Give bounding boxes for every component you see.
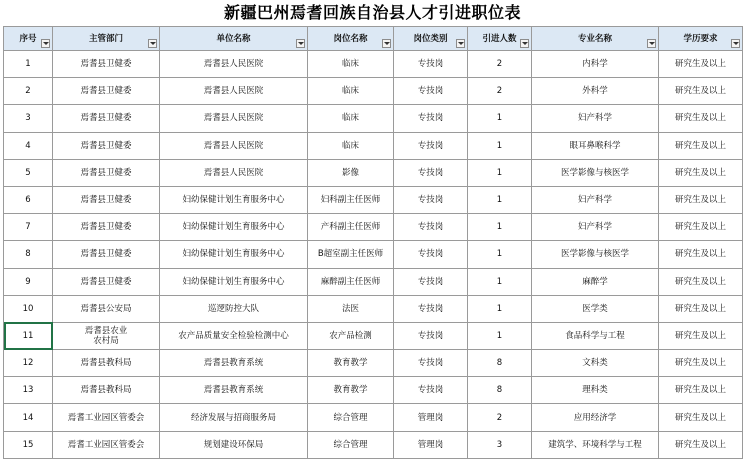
header-row [4, 27, 743, 51]
cell-unit[interactable]: 焉耆县人民医院 [160, 159, 308, 186]
cell-major[interactable]: 理科类 [532, 377, 659, 404]
table-row [4, 268, 743, 295]
cell-position[interactable]: 麻醉副主任医师 [308, 268, 394, 295]
header-cell-department: 主管部门 [53, 27, 160, 51]
cell-education[interactable]: 研究生及以上 [659, 186, 743, 213]
cell-category[interactable]: 专技岗 [394, 186, 468, 213]
cell-index[interactable]: 12 [4, 350, 53, 377]
cell-unit[interactable]: 妇幼保健计划生育服务中心 [160, 186, 308, 213]
cell-department[interactable]: 焉耆县教科局 [53, 377, 160, 404]
cell-department[interactable]: 焉耆县卫健委 [53, 186, 160, 213]
cell-major[interactable]: 应用经济学 [532, 404, 659, 431]
cell-category[interactable]: 专技岗 [394, 350, 468, 377]
cell-position[interactable]: 产科副主任医师 [308, 214, 394, 241]
cell-department[interactable]: 焉耆县公安局 [53, 295, 160, 322]
cell-index[interactable]: 10 [4, 295, 53, 322]
cell-category[interactable]: 专技岗 [394, 132, 468, 159]
table-row [4, 377, 743, 404]
cell-education[interactable]: 研究生及以上 [659, 431, 743, 458]
cell-education[interactable]: 研究生及以上 [659, 377, 743, 404]
filter-dropdown-icon[interactable] [731, 39, 740, 48]
cell-major[interactable]: 食品科学与工程 [532, 322, 659, 349]
cell-count[interactable]: 1 [468, 322, 532, 349]
cell-department[interactable]: 焉耆县卫健委 [53, 214, 160, 241]
table-row [4, 51, 743, 78]
cell-position[interactable]: 妇科副主任医师 [308, 186, 394, 213]
table-row [4, 214, 743, 241]
cell-position[interactable]: 临床 [308, 78, 394, 105]
cell-position[interactable]: 教育教学 [308, 350, 394, 377]
cell-index[interactable]: 15 [4, 431, 53, 458]
cell-count[interactable]: 1 [468, 268, 532, 295]
cell-education[interactable]: 研究生及以上 [659, 51, 743, 78]
cell-position[interactable]: 影像 [308, 159, 394, 186]
cell-unit[interactable]: 妇幼保健计划生育服务中心 [160, 268, 308, 295]
cell-position[interactable]: 临床 [308, 105, 394, 132]
cell-count[interactable]: 8 [468, 350, 532, 377]
cell-position[interactable]: B超室副主任医师 [308, 241, 394, 268]
cell-category[interactable]: 专技岗 [394, 51, 468, 78]
cell-category[interactable]: 专技岗 [394, 322, 468, 349]
cell-category[interactable]: 专技岗 [394, 295, 468, 322]
cell-major[interactable]: 医学类 [532, 295, 659, 322]
cell-major[interactable]: 妇产科学 [532, 186, 659, 213]
position-table [3, 26, 743, 459]
cell-department[interactable]: 焉耆县卫健委 [53, 132, 160, 159]
header-cell-position: 岗位名称 [308, 27, 394, 51]
cell-department[interactable]: 焉耆工业园区管委会 [53, 431, 160, 458]
cell-major[interactable]: 外科学 [532, 78, 659, 105]
cell-position[interactable]: 农产品检测 [308, 322, 394, 349]
cell-position[interactable]: 临床 [308, 51, 394, 78]
table-row [4, 431, 743, 458]
cell-unit[interactable]: 巡逻防控大队 [160, 295, 308, 322]
cell-unit[interactable]: 焉耆县人民医院 [160, 105, 308, 132]
cell-count[interactable]: 2 [468, 78, 532, 105]
table-row [4, 404, 743, 431]
filter-dropdown-icon[interactable] [647, 39, 656, 48]
cell-index[interactable]: 2 [4, 78, 53, 105]
table-row [4, 159, 743, 186]
cell-count[interactable]: 8 [468, 377, 532, 404]
cell-category[interactable]: 专技岗 [394, 159, 468, 186]
cell-index[interactable]: 8 [4, 241, 53, 268]
table-row [4, 132, 743, 159]
cell-index[interactable]: 9 [4, 268, 53, 295]
filter-dropdown-icon[interactable] [296, 39, 305, 48]
cell-category[interactable]: 管理岗 [394, 431, 468, 458]
cell-count[interactable]: 1 [468, 214, 532, 241]
cell-count[interactable]: 1 [468, 159, 532, 186]
cell-education[interactable]: 研究生及以上 [659, 159, 743, 186]
table-row [4, 186, 743, 213]
cell-major[interactable]: 麻醉学 [532, 268, 659, 295]
table-row [4, 350, 743, 377]
cell-index[interactable]: 11 [4, 322, 53, 349]
cell-index[interactable]: 6 [4, 186, 53, 213]
cell-unit[interactable]: 规划建设环保局 [160, 431, 308, 458]
cell-department[interactable]: 焉耆县卫健委 [53, 51, 160, 78]
cell-major[interactable]: 医学影像与核医学 [532, 159, 659, 186]
cell-department[interactable]: 焉耆县卫健委 [53, 78, 160, 105]
cell-count[interactable]: 2 [468, 404, 532, 431]
cell-unit[interactable]: 焉耆县人民医院 [160, 51, 308, 78]
cell-category[interactable]: 专技岗 [394, 241, 468, 268]
cell-unit[interactable]: 妇幼保健计划生育服务中心 [160, 214, 308, 241]
cell-unit[interactable]: 焉耆县教育系统 [160, 377, 308, 404]
cell-department[interactable]: 焉耆县卫健委 [53, 241, 160, 268]
cell-education[interactable]: 研究生及以上 [659, 404, 743, 431]
filter-dropdown-icon[interactable] [520, 39, 529, 48]
cell-unit[interactable]: 焉耆县人民医院 [160, 78, 308, 105]
cell-major[interactable]: 妇产科学 [532, 214, 659, 241]
header-cell-major: 专业名称 [532, 27, 659, 51]
cell-education[interactable]: 研究生及以上 [659, 132, 743, 159]
cell-count[interactable]: 1 [468, 295, 532, 322]
cell-count[interactable]: 3 [468, 431, 532, 458]
cell-index[interactable]: 14 [4, 404, 53, 431]
cell-department[interactable]: 焉耆工业园区管委会 [53, 404, 160, 431]
table-row [4, 241, 743, 268]
cell-department[interactable]: 焉耆县农业 农村局 [53, 322, 160, 349]
cell-index[interactable]: 5 [4, 159, 53, 186]
cell-count[interactable]: 1 [468, 132, 532, 159]
cell-education[interactable]: 研究生及以上 [659, 78, 743, 105]
cell-count[interactable]: 1 [468, 186, 532, 213]
cell-unit[interactable]: 焉耆县教育系统 [160, 350, 308, 377]
cell-index[interactable]: 1 [4, 51, 53, 78]
cell-unit[interactable]: 农产品质量安全检验检测中心 [160, 322, 308, 349]
cell-unit[interactable]: 妇幼保健计划生育服务中心 [160, 241, 308, 268]
cell-position[interactable]: 法医 [308, 295, 394, 322]
cell-department[interactable]: 焉耆县卫健委 [53, 105, 160, 132]
cell-category[interactable]: 专技岗 [394, 105, 468, 132]
table-row [4, 105, 743, 132]
filter-dropdown-icon[interactable] [148, 39, 157, 48]
cell-major[interactable]: 文科类 [532, 350, 659, 377]
cell-major[interactable]: 建筑学、环境科学与工程 [532, 431, 659, 458]
cell-count[interactable]: 1 [468, 241, 532, 268]
cell-category[interactable]: 专技岗 [394, 78, 468, 105]
header-cell-category: 岗位类别 [394, 27, 468, 51]
cell-category[interactable]: 专技岗 [394, 377, 468, 404]
cell-education[interactable]: 研究生及以上 [659, 295, 743, 322]
cell-education[interactable]: 研究生及以上 [659, 268, 743, 295]
cell-education[interactable]: 研究生及以上 [659, 105, 743, 132]
filter-dropdown-icon[interactable] [382, 39, 391, 48]
header-cell-index: 序号 [4, 27, 53, 51]
cell-category[interactable]: 专技岗 [394, 214, 468, 241]
cell-unit[interactable]: 焉耆县人民医院 [160, 132, 308, 159]
cell-count[interactable]: 2 [468, 51, 532, 78]
cell-department[interactable]: 焉耆县教科局 [53, 350, 160, 377]
sheet-title: 新疆巴州焉耆回族自治县人才引进职位表 [223, 3, 521, 22]
cell-index[interactable]: 3 [4, 105, 53, 132]
cell-education[interactable]: 研究生及以上 [659, 350, 743, 377]
cell-position[interactable]: 综合管理 [308, 431, 394, 458]
header-cell-unit: 单位名称 [160, 27, 308, 51]
cell-major[interactable]: 医学影像与核医学 [532, 241, 659, 268]
cell-education[interactable]: 研究生及以上 [659, 322, 743, 349]
cell-category[interactable]: 专技岗 [394, 268, 468, 295]
cell-unit[interactable]: 经济发展与招商服务局 [160, 404, 308, 431]
cell-index[interactable]: 4 [4, 132, 53, 159]
cell-position[interactable]: 教育教学 [308, 377, 394, 404]
table-row [4, 322, 743, 349]
cell-department[interactable]: 焉耆县卫健委 [53, 159, 160, 186]
cell-department[interactable]: 焉耆县卫健委 [53, 268, 160, 295]
filter-dropdown-icon[interactable] [456, 39, 465, 48]
cell-index[interactable]: 13 [4, 377, 53, 404]
header-cell-count: 引进人数 [468, 27, 532, 51]
cell-major[interactable]: 妇产科学 [532, 105, 659, 132]
filter-dropdown-icon[interactable] [41, 39, 50, 48]
table-row [4, 78, 743, 105]
cell-position[interactable]: 临床 [308, 132, 394, 159]
table-row [4, 295, 743, 322]
cell-count[interactable]: 1 [468, 105, 532, 132]
cell-education[interactable]: 研究生及以上 [659, 214, 743, 241]
cell-major[interactable]: 眼耳鼻喉科学 [532, 132, 659, 159]
cell-index[interactable]: 7 [4, 214, 53, 241]
cell-education[interactable]: 研究生及以上 [659, 241, 743, 268]
header-cell-education: 学历要求 [659, 27, 743, 51]
cell-position[interactable]: 综合管理 [308, 404, 394, 431]
cell-category[interactable]: 管理岗 [394, 404, 468, 431]
cell-major[interactable]: 内科学 [532, 51, 659, 78]
